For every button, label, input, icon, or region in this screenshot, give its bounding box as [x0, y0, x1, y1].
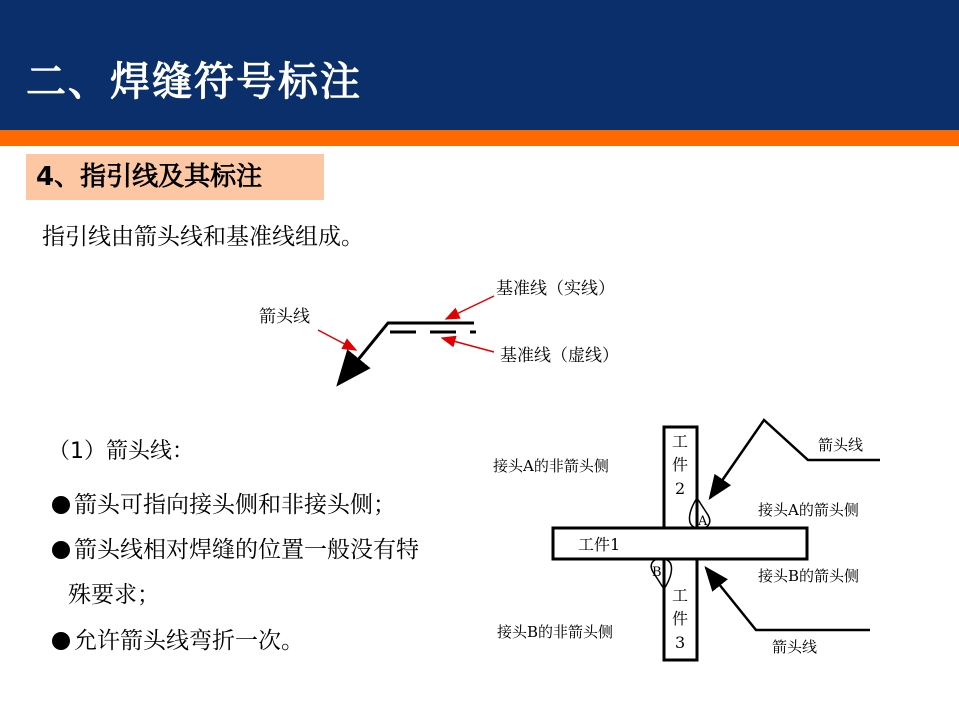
svg-text:2: 2	[675, 479, 686, 498]
svg-text:件: 件	[672, 455, 689, 474]
header-banner	[0, 0, 959, 130]
svg-text:箭头线: 箭头线	[772, 638, 818, 656]
intro-text: 指引线由箭头线和基准线组成。	[42, 224, 364, 250]
page-title: 二、焊缝符号标注	[26, 59, 362, 105]
bullet-continuation: 殊要求；	[68, 582, 160, 608]
svg-text:B: B	[652, 565, 662, 580]
svg-text:件: 件	[672, 609, 689, 628]
svg-text:接头A的箭头侧: 接头A的箭头侧	[758, 501, 859, 519]
svg-text:3: 3	[675, 633, 686, 652]
arrow-line-top-shape	[710, 420, 880, 498]
subheading: （1）箭头线：	[48, 439, 194, 464]
bullet-dot-icon	[52, 496, 70, 514]
bullet-item: 箭头线相对焊缝的位置一般没有特	[52, 531, 419, 564]
svg-text:工件1: 工件1	[578, 535, 621, 554]
section-title: 4、指引线及其标注	[26, 154, 324, 200]
svg-text:箭头线: 箭头线	[818, 436, 864, 454]
bullet-item: 允许箭头线弯折一次。	[52, 622, 304, 655]
label-solid-reference: 基准线（实线）	[496, 279, 615, 299]
svg-text:工: 工	[672, 432, 689, 451]
bullet-item: 箭头可指向接头侧和非接头侧；	[52, 486, 396, 519]
svg-text:接头B的箭头侧: 接头B的箭头侧	[758, 567, 860, 585]
svg-text:工: 工	[672, 586, 689, 605]
label-dashed-reference: 基准线（虚线）	[500, 346, 619, 366]
label-arrow-line: 箭头线	[259, 307, 310, 327]
bullet-dot-icon	[52, 632, 70, 650]
leader-line-diagram	[240, 270, 660, 400]
cross-joint-diagram	[480, 410, 900, 670]
accent-bar	[0, 130, 959, 146]
svg-text:接头B的非箭头侧: 接头B的非箭头侧	[497, 623, 614, 641]
svg-text:接头A的非箭头侧: 接头A的非箭头侧	[493, 457, 609, 475]
bullet-dot-icon	[52, 541, 70, 559]
svg-text:A: A	[698, 514, 708, 529]
